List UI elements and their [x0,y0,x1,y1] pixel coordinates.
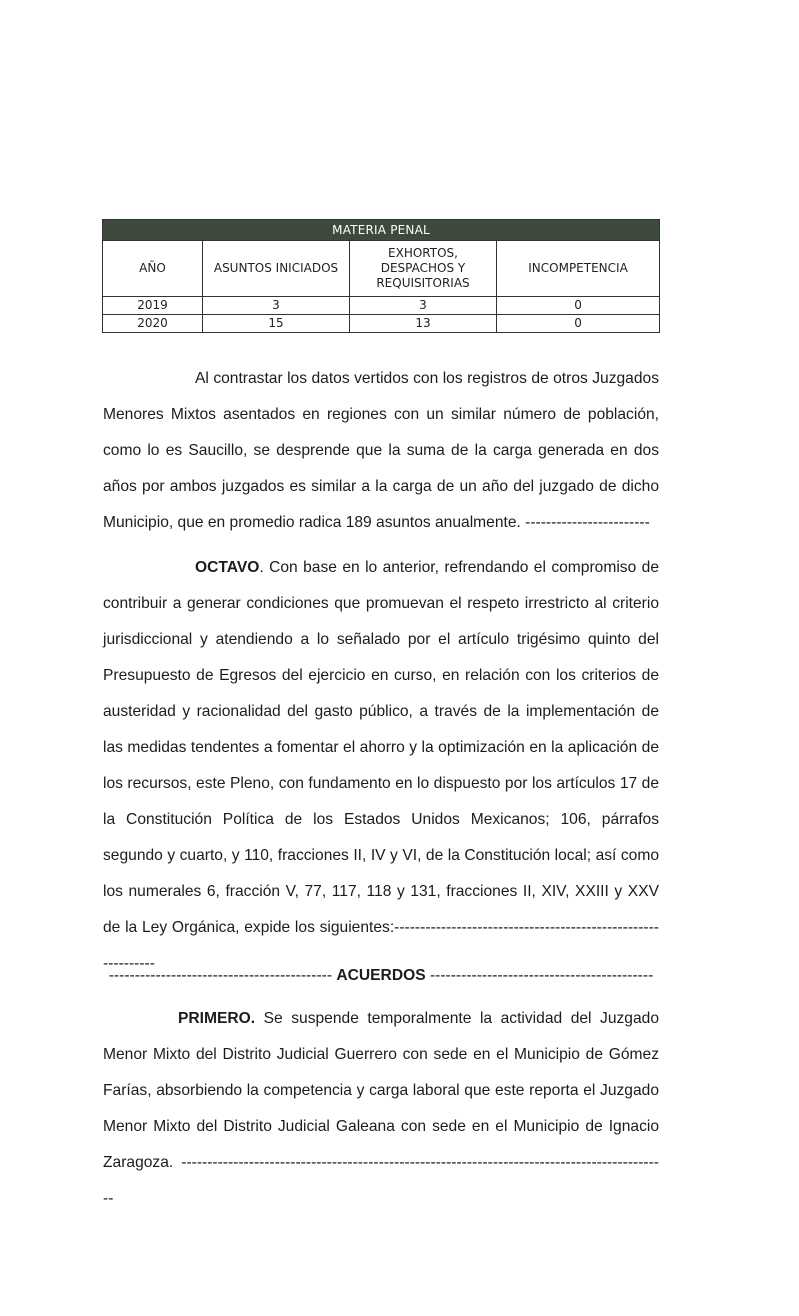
table-cell: 0 [497,315,660,333]
paragraph-text: Al contrastar los datos vertidos con los registros de otros Juzgados Menores Mixtos asentados en regiones con un similar número de población, como lo es Saucillo, se desprende que la suma de la carga generada en dos años por ambos juzgados es similar a la carga de un año del juzgado de dicho Municipio, que en promedio radica 189 asuntos anualmente. ------------------------ [103,370,659,531]
table-title: MATERIA PENAL [103,220,660,241]
table-cell: 3 [203,297,350,315]
octavo-heading: OCTAVO [195,559,260,576]
table-cell: 13 [350,315,497,333]
table-cell: 2019 [103,297,203,315]
column-header-text: EXHORTOS, DESPACHOS Y REQUISITORIAS [376,246,470,290]
paragraph-primero [103,1001,659,1217]
dash-separator: ------------------------------------------- [108,967,333,984]
paragraph-text: . Con base en lo anterior, refrendando el compromiso de contribuir a generar condiciones que promuevan el respeto irrestricto al criterio jurisdiccional y atendiendo a lo señalado por el artículo trigésimo quinto del Presupuesto de Egresos del ejercicio en curso, en relación con los criterios de austeridad y racionalidad del gasto público, a través de la implementación de las medidas tendentes a fomentar el ahorro y la optimización en la aplicación de los recursos, este Pleno, con fundamento en lo dispuesto por los artículos 17 de la Constitución Política de los Estados Unidos Mexicanos; 106, párrafos segundo y cuarto, y 110, fracciones II, IV y VI, de la Constitución local; así como los numerales 6, fracción V, 77, 117, 118 y 131, fracciones II, XIV, XXIII y XXV de la Ley Orgánica, expide los siguientes:------------------------------------------------------------- [103,559,659,972]
table-cell: 0 [497,297,660,315]
column-header: ASUNTOS INICIADOS [203,241,350,297]
table-row [103,297,660,315]
table-header-row [103,241,660,297]
acuerdos-heading-line [103,958,659,994]
paragraph-comparison [103,361,659,541]
paragraph-octavo [103,550,659,982]
table-cell: 2020 [103,315,203,333]
paragraph-text: Se suspende temporalmente la actividad del Juzgado Menor Mixto del Distrito Judicial Guerrero con sede en el Municipio de Gómez Farías, absorbiendo la competencia y carga laboral que este reporta el Juzgado Menor Mixto del Distrito Judicial Galeana con sede en el Municipio de Ignacio Zaragoza. ---------------------------------------------------------------------------------------------- [103,1010,659,1207]
primero-heading: PRIMERO. [178,1010,256,1027]
materia-penal-table [102,219,660,333]
dash-separator: ------------------------------------------- [429,967,654,984]
column-header [350,241,497,297]
table-cell: 15 [203,315,350,333]
column-header: INCOMPETENCIA [497,241,660,297]
column-header: AÑO [103,241,203,297]
table-row [103,315,660,333]
acuerdos-heading: ACUERDOS [336,967,426,984]
table-cell: 3 [350,297,497,315]
